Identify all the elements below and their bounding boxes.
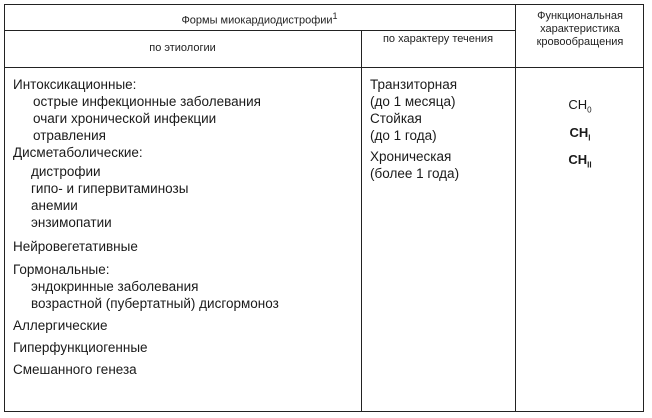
etiology-dysmet-item: дистрофии	[31, 164, 101, 179]
etiology-hyperfunc: Гиперфункциогенные	[13, 340, 148, 355]
header-functional: Функциональная характеристика кровообращения	[536, 10, 624, 48]
etiology-dysmet-item: гипо- и гипервитаминозы	[31, 181, 189, 196]
etiology-intox-item: острые инфекционные заболевания	[33, 94, 261, 109]
etiology-intox: Интоксикационные:	[13, 77, 137, 92]
etiology-hormonal: Гормональные:	[13, 262, 110, 277]
etiology-allergic: Аллергические	[13, 318, 108, 333]
functional-ch1: $CH_I$	[569, 124, 591, 143]
header-course: по характеру течения	[382, 33, 494, 45]
forms-title: Формы миокардиодистрофии$^1$	[181, 11, 338, 27]
forms-title-footnote: 1	[332, 11, 338, 21]
etiology-hormonal-item: эндокринные заболевания	[31, 279, 199, 294]
etiology-intox-item: отравления	[33, 128, 106, 143]
divider-functional	[515, 4, 516, 412]
divider-header-bottom	[4, 67, 644, 68]
course-chronic: Хроническая	[370, 149, 452, 164]
course-column	[370, 76, 512, 182]
divider-course	[361, 30, 362, 412]
functional-ch2: $CH_{II}$	[568, 152, 592, 170]
etiology-dysmet-item: энзимопатии	[31, 215, 112, 230]
etiology-dysmet: Дисметаболические:	[13, 145, 143, 160]
course-stable-note: (до 1 года)	[370, 128, 437, 143]
etiology-column	[13, 76, 358, 378]
course-transitory-note: (до 1 месяца)	[370, 94, 456, 109]
etiology-mixed: Смешанного генеза	[13, 362, 137, 377]
etiology-intox-item: очаги хронической инфекции	[33, 111, 217, 126]
header-etiology: по этиологии	[149, 42, 216, 54]
course-transitory: Транзиторная	[370, 77, 458, 92]
functional-ch0: $CH_0$	[568, 97, 592, 115]
etiology-neuroveg: Нейровегетативные	[13, 239, 138, 254]
etiology-hormonal-item: возрастной (пубертатный) дисгормоноз	[31, 296, 279, 311]
divider-header-top	[4, 30, 515, 31]
course-stable: Стойкая	[370, 111, 422, 126]
functional-column	[518, 94, 642, 177]
etiology-dysmet-item: анемии	[31, 198, 78, 213]
course-chronic-note: (более 1 года)	[370, 166, 460, 181]
